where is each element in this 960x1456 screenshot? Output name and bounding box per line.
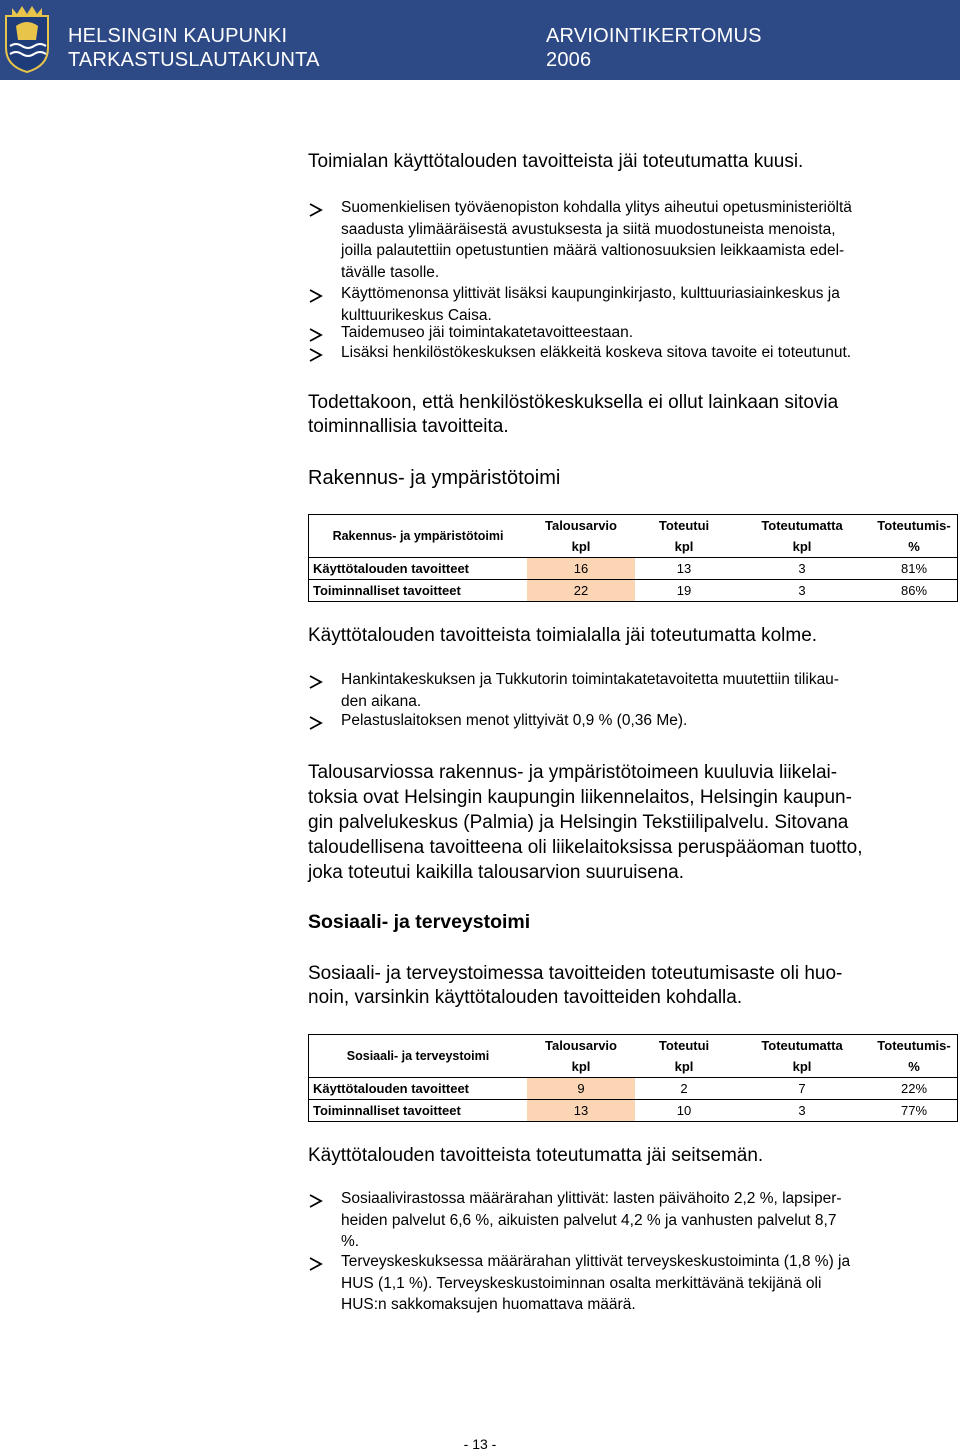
sosiaali-paragraph: Sosiaali- ja terveystoimessa tavoitteiden toteutumisaste oli huo- noin, varsinkin käyttötalouden tavoitteiden kohdalla. [308,963,843,1008]
arrow-bullet-icon [308,675,328,689]
rakennus-summary: Käyttötalouden tavoitteista toimialalla jäi toteutumatta kolme. [308,625,818,646]
intro-sentence: Toimialan käyttötalouden tavoitteista jäi toteutumatta kuusi. [308,151,804,172]
org-name: HELSINGIN KAUPUNKI [68,25,288,47]
arrow-bullet-icon [308,348,328,362]
sosiaali-goals-table: Sosiaali- ja terveystoimi Talousarvio Toteutui Toteutumatta Toteutumis- kpl kpl kpl % Käyttötalouden tavoitteet 9 2 7 22% Toiminnalliset tavoitteet 13 10 3 77% [308,1034,958,1122]
arrow-bullet-icon [308,289,328,303]
helsinki-crest-icon [2,2,52,74]
section-heading-sosiaali: Sosiaali- ja terveystoimi [308,911,531,933]
arrow-bullet-icon [308,1257,328,1271]
rakennus-paragraph: Talousarviossa rakennus- ja ympäristötoimeen kuuluvia liikelai- toksia ovat Helsingin kaupungin liikennelaitos, Helsingin kaupun- gin palvelukeskus (Palmia) ja Helsingin Tekstiilipalvelu. Sitovana taloudellisena tavoitteena oli liikelaitoksissa peruspääoman tuotto, joka toteutui kaikilla talousarvion suuruisena. [308,762,863,883]
bullet-item: Taidemuseo jäi toimintakatetavoitteestaan. [341,324,634,341]
table-caption: Rakennus- ja ympäristötoimi [309,515,528,558]
arrow-bullet-icon [308,328,328,342]
bullet-item: Käyttömenonsa ylittivät lisäksi kaupunginkirjasto, kulttuuriasiainkeskus ja kulttuurikeskus Caisa. [341,285,840,324]
document-header [0,0,960,80]
bullet-item: Lisäksi henkilöstökeskuksen eläkkeitä koskeva sitova tavoite ei toteutunut. [341,344,852,361]
rakennus-goals-table: Rakennus- ja ympäristötoimi Talousarvio Toteutui Toteutumatta Toteutumis- kpl kpl kpl % Käyttötalouden tavoitteet 16 13 3 81% Toiminnalliset tavoitteet 22 19 3 86% [308,514,958,602]
table-row: Toiminnalliset tavoitteet 22 19 3 86% [309,580,958,602]
bullet-item: Sosiaalivirastossa määrärahan ylittivät: lasten päivähoito 2,2 %, lapsiper- heiden palvelut 6,6 %, aikuisten palvelut 4,2 % ja vanhusten palvelut 8,7 %. [341,1190,842,1250]
section-heading-rakennus: Rakennus- ja ympäristötoimi [308,467,561,489]
table-row: Käyttötalouden tavoitteet 9 2 7 22% [309,1078,958,1100]
org-unit: TARKASTUSLAUTAKUNTA [68,49,320,71]
table-caption: Sosiaali- ja terveystoimi [309,1035,528,1078]
note-paragraph: Todettakoon, että henkilöstökeskuksella ei ollut lainkaan sitovia toiminnallisia tavoitteita. [308,392,839,437]
table-row: Toiminnalliset tavoitteet 13 10 3 77% [309,1100,958,1122]
page-number: - 13 - [463,1436,497,1452]
bullet-item: Pelastuslaitoksen menot ylittyivät 0,9 % (0,36 Me). [341,712,688,729]
sosiaali-summary: Käyttötalouden tavoitteista toteutumatta jäi seitsemän. [308,1145,764,1166]
bullet-item: Terveyskeskuksessa määrärahan ylittivät terveyskeskustoiminta (1,8 %) ja HUS (1,1 %). Terveyskeskustoiminnan osalta merkittävänä tekijänä oli HUS:n sakkomaksujen huomattava määrä. [341,1253,851,1313]
report-year: 2006 [546,49,592,71]
arrow-bullet-icon [308,203,328,217]
report-title: ARVIOINTIKERTOMUS [546,25,762,47]
bullet-item: Suomenkielisen työväenopiston kohdalla ylitys aiheutui opetusministeriöltä saadusta ylimääräisestä avustuksesta ja siitä muodostuneista menoista, joilla palautettiin opetustuntien määrä valtionosuuksien leikkaamista edel- tävälle tasolle. [341,199,852,281]
arrow-bullet-icon [308,1194,328,1208]
bullet-item: Hankintakeskuksen ja Tukkutorin toimintakatetavoitetta muutettiin tilikau- den aikana. [341,671,839,710]
table-row: Käyttötalouden tavoitteet 16 13 3 81% [309,558,958,580]
arrow-bullet-icon [308,716,328,730]
